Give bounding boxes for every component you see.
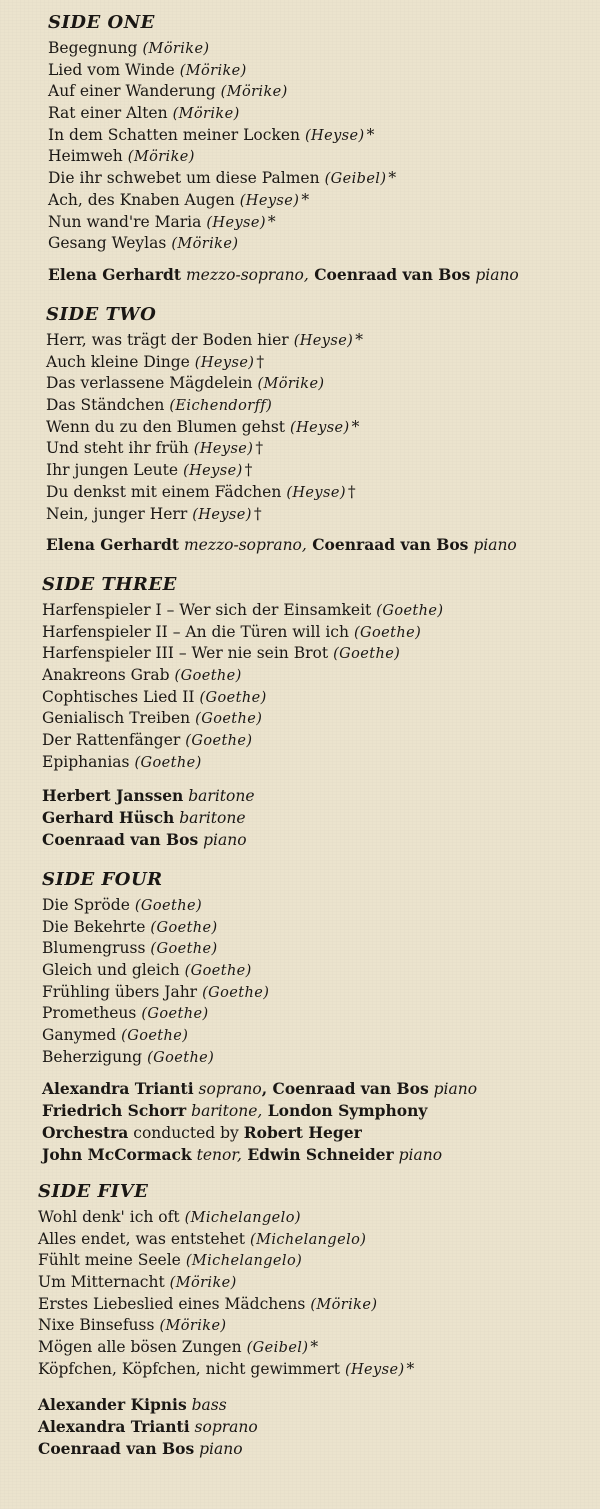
performer-name: Coenraad van Bos xyxy=(306,535,469,555)
performer-name: Orchestra xyxy=(42,1122,129,1142)
song-poet: (Mörike) xyxy=(171,236,239,253)
song-item xyxy=(48,81,600,103)
side-four-section xyxy=(42,869,600,1166)
song-poet: (Heyse) xyxy=(206,214,266,231)
song-list xyxy=(48,38,600,255)
song-poet: (Heyse) xyxy=(183,463,243,480)
performer-name: Coenraad van Bos xyxy=(42,829,199,849)
song-item xyxy=(46,373,600,395)
song-poet: (Heyse) xyxy=(286,484,346,501)
song-item xyxy=(38,1229,600,1251)
song-item xyxy=(38,1207,600,1229)
song-item xyxy=(42,708,600,730)
song-item xyxy=(46,504,600,526)
song-title: Du denkst mit einem Fädchen xyxy=(46,482,282,501)
performer-role: soprano xyxy=(189,1417,258,1436)
song-title: Frühling übers Jahr xyxy=(42,982,198,1001)
performer-role: bass xyxy=(186,1395,227,1414)
song-title: Das verlassene Mägdelein xyxy=(46,374,253,393)
song-poet: (Mörike) xyxy=(159,1318,227,1335)
song-poet: (Goethe) xyxy=(202,984,270,1001)
performer-line xyxy=(46,534,600,556)
performer-credits xyxy=(48,264,600,286)
song-list xyxy=(42,600,600,774)
song-item xyxy=(46,482,600,504)
side-five-section xyxy=(38,1181,600,1460)
song-item xyxy=(46,417,600,439)
song-title: Herr, was trägt der Boden hier xyxy=(46,331,289,349)
performer-name: Alexander Kipnis xyxy=(38,1394,187,1414)
song-title: Anakreons Grab xyxy=(42,666,170,685)
song-title: Alles endet, was entstehet xyxy=(38,1229,246,1248)
footnote-mark: * xyxy=(355,331,363,349)
side-title: SIDE TWO xyxy=(46,304,157,325)
song-item xyxy=(46,438,600,460)
song-title: Harfenspieler III – Wer nie sein Brot xyxy=(42,644,329,663)
performer-name: John McCormack xyxy=(42,1144,192,1164)
performer-line xyxy=(42,1100,600,1122)
performer-line xyxy=(42,829,600,851)
performer-credits xyxy=(42,1078,600,1166)
performer-role: piano xyxy=(194,1439,243,1458)
footnote-mark: † xyxy=(255,439,264,458)
song-title: Das Ständchen xyxy=(46,396,165,415)
song-poet: (Mörike) xyxy=(169,1275,237,1292)
performer-line xyxy=(42,1078,600,1100)
song-poet: (Heyse) xyxy=(193,441,254,458)
song-title: Wohl denk' ich oft xyxy=(38,1208,180,1226)
song-item xyxy=(46,330,600,352)
side-three-section xyxy=(42,574,600,851)
song-title: Gesang Weylas xyxy=(48,234,167,253)
song-title: Köpfchen, Köpfchen, nicht gewimmert xyxy=(38,1359,340,1378)
side-two-section xyxy=(46,304,600,556)
song-poet: (Goethe) xyxy=(195,711,263,728)
song-item xyxy=(42,622,600,644)
performer-credits xyxy=(46,534,600,556)
side-title: SIDE THREE xyxy=(42,574,177,595)
performer-name: Gerhard Hüsch xyxy=(42,807,175,827)
performer-name: Herbert Janssen xyxy=(42,785,184,805)
song-poet: (Eichendorff) xyxy=(169,398,273,415)
song-title: Epiphanias xyxy=(42,752,130,771)
side-title: SIDE FOUR xyxy=(42,869,163,890)
performer-role: piano xyxy=(428,1079,478,1098)
performer-role: baritone xyxy=(183,786,255,805)
performer-role: piano xyxy=(198,830,247,849)
song-title: Beherzigung xyxy=(42,1047,143,1066)
performer-line xyxy=(38,1394,600,1416)
footnote-mark: † xyxy=(253,504,262,523)
song-item xyxy=(38,1272,600,1294)
song-title: Fühlt meine Seele xyxy=(38,1251,181,1270)
performer-name: Robert Heger xyxy=(243,1122,362,1142)
song-poet: (Heyse) xyxy=(293,333,354,349)
song-poet: (Michelangelo) xyxy=(185,1253,303,1270)
footnote-mark: * xyxy=(406,1359,415,1378)
song-poet: (Goethe) xyxy=(147,1049,215,1066)
song-item xyxy=(42,730,600,752)
song-title: Nixe Binsefuss xyxy=(38,1316,155,1335)
song-title: Nun wand're Maria xyxy=(48,212,202,231)
song-item xyxy=(48,212,600,234)
song-title: In dem Schatten meiner Locken xyxy=(48,125,300,144)
song-item xyxy=(42,665,600,687)
performer-role: mezzo-soprano, xyxy=(181,265,309,284)
song-poet: (Heyse) xyxy=(290,419,350,436)
song-title: Harfenspieler II – An die Türen will ich xyxy=(42,622,349,641)
footnote-mark: † xyxy=(347,482,356,501)
song-title: Erstes Liebeslied eines Mädchens xyxy=(38,1294,306,1313)
performer-name: Elena Gerhardt xyxy=(48,264,182,284)
footnote-mark: † xyxy=(256,352,265,371)
song-poet: (Mörike) xyxy=(220,84,288,101)
song-item xyxy=(46,395,600,417)
song-poet: (Michelangelo) xyxy=(184,1210,301,1226)
performer-name: Alexandra Trianti xyxy=(42,1078,194,1098)
performer-role: baritone xyxy=(174,808,246,827)
song-item xyxy=(48,125,600,147)
song-title: Cophtisches Lied II xyxy=(42,687,195,706)
song-title: Begegnung xyxy=(48,39,138,57)
song-item xyxy=(42,687,600,709)
song-title: Der Rattenfänger xyxy=(42,731,181,750)
song-item xyxy=(42,600,600,622)
song-title: Nein, junger Herr xyxy=(46,504,188,523)
performer-credits xyxy=(38,1394,600,1460)
song-title: Ihr jungen Leute xyxy=(46,461,179,480)
performer-role: tenor, xyxy=(191,1145,242,1164)
song-title: Und steht ihr früh xyxy=(46,439,189,458)
song-item xyxy=(38,1337,600,1359)
song-poet: (Goethe) xyxy=(184,963,252,980)
song-list xyxy=(38,1207,600,1381)
song-poet: (Goethe) xyxy=(199,689,267,706)
performer-name: Edwin Schneider xyxy=(241,1144,394,1164)
side-title: SIDE ONE xyxy=(48,12,155,33)
song-title: Die ihr schwebet um diese Palmen xyxy=(48,169,320,188)
song-item xyxy=(48,233,600,255)
song-poet: (Goethe) xyxy=(141,1006,209,1023)
song-item xyxy=(48,190,600,212)
side-one-section xyxy=(48,12,600,286)
performer-line xyxy=(38,1438,600,1460)
song-title: Prometheus xyxy=(42,1004,137,1023)
performer-credits xyxy=(42,785,600,851)
footnote-mark: * xyxy=(388,169,397,188)
song-item xyxy=(42,917,600,939)
song-item xyxy=(42,643,600,665)
performer-name: Coenraad van Bos xyxy=(308,264,471,284)
song-poet: (Heyse) xyxy=(192,506,252,523)
song-title: Blumengruss xyxy=(42,939,146,958)
song-item xyxy=(48,60,600,82)
song-poet: (Heyse) xyxy=(194,354,255,371)
song-poet: (Goethe) xyxy=(150,919,218,936)
song-item xyxy=(48,168,600,190)
footnote-mark: * xyxy=(351,417,360,436)
song-title: Auch kleine Dinge xyxy=(46,352,190,371)
song-title: Rat einer Alten xyxy=(48,104,168,123)
song-title: Auf einer Wanderung xyxy=(48,82,216,101)
song-item xyxy=(42,960,600,982)
song-title: Ach, des Knaben Augen xyxy=(48,190,235,209)
song-poet: (Mörike) xyxy=(172,106,240,123)
performer-name: Friedrich Schorr xyxy=(42,1100,187,1120)
performer-name: Coenraad van Bos xyxy=(38,1438,195,1458)
song-poet: (Goethe) xyxy=(134,754,202,771)
song-poet: (Goethe) xyxy=(150,941,218,958)
performer-line xyxy=(42,1122,600,1144)
song-poet: (Geibel) xyxy=(246,1340,309,1357)
song-title: Gleich und gleich xyxy=(42,961,180,980)
performer-name: Elena Gerhardt xyxy=(46,535,180,555)
song-title: Wenn du zu den Blumen gehst xyxy=(46,417,286,436)
song-title: Die Spröde xyxy=(42,896,130,914)
song-item xyxy=(46,352,600,374)
performer-name: , Coenraad van Bos xyxy=(261,1078,429,1098)
song-item xyxy=(48,103,600,125)
song-title: Lied vom Winde xyxy=(48,60,175,79)
song-item xyxy=(42,938,600,960)
song-item xyxy=(38,1315,600,1337)
song-item xyxy=(42,1025,600,1047)
song-poet: (Goethe) xyxy=(333,646,401,663)
side-title: SIDE FIVE xyxy=(38,1181,149,1202)
song-poet: (Mörike) xyxy=(142,41,210,57)
performer-role: soprano xyxy=(193,1079,262,1098)
performer-line xyxy=(42,807,600,829)
footnote-mark: * xyxy=(310,1338,319,1357)
performer-role: baritone, xyxy=(186,1101,263,1120)
performer-role: piano xyxy=(470,265,519,284)
footnote-mark: * xyxy=(301,190,310,209)
song-poet: (Mörike) xyxy=(127,149,195,166)
song-title: Mögen alle bösen Zungen xyxy=(38,1338,242,1357)
song-item xyxy=(42,895,600,917)
song-title: Genialisch Treiben xyxy=(42,709,191,728)
song-poet: (Michelangelo) xyxy=(250,1231,367,1248)
song-item xyxy=(46,460,600,482)
performer-role: mezzo-soprano, xyxy=(179,536,307,555)
song-item xyxy=(38,1359,600,1381)
song-title: Harfenspieler I – Wer sich der Einsamkeit xyxy=(42,601,372,619)
song-title: Die Bekehrte xyxy=(42,917,146,936)
song-poet: (Goethe) xyxy=(185,733,253,750)
song-item xyxy=(38,1294,600,1316)
song-title: Ganymed xyxy=(42,1026,117,1045)
song-list xyxy=(42,895,600,1069)
song-item xyxy=(42,752,600,774)
performer-role: piano xyxy=(393,1145,443,1164)
song-item xyxy=(42,1003,600,1025)
performer-line xyxy=(42,785,600,807)
song-title: Um Mitternacht xyxy=(38,1273,165,1292)
song-item xyxy=(42,982,600,1004)
song-poet: (Mörike) xyxy=(310,1296,378,1313)
footnote-mark: * xyxy=(366,125,375,144)
song-poet: (Heyse) xyxy=(344,1361,405,1378)
performer-line xyxy=(42,1144,600,1166)
song-poet: (Heyse) xyxy=(305,127,365,144)
song-poet: (Mörike) xyxy=(257,376,325,393)
song-poet: (Goethe) xyxy=(353,624,422,641)
song-poet: (Mörike) xyxy=(179,62,247,79)
song-poet: (Geibel) xyxy=(324,171,387,188)
footnote-mark: * xyxy=(267,212,276,231)
performer-name: London Symphony xyxy=(262,1100,428,1120)
song-item xyxy=(48,38,600,60)
song-item xyxy=(42,1047,600,1069)
credit-text: conducted by xyxy=(128,1123,244,1142)
performer-line xyxy=(38,1416,600,1438)
song-item xyxy=(48,146,600,168)
footnote-mark: † xyxy=(244,461,253,480)
song-poet: (Goethe) xyxy=(121,1028,189,1045)
song-item xyxy=(38,1250,600,1272)
song-poet: (Goethe) xyxy=(134,898,203,914)
song-poet: (Goethe) xyxy=(174,668,242,685)
performer-line xyxy=(48,264,600,286)
song-title: Heimweh xyxy=(48,147,123,166)
performer-name: Alexandra Trianti xyxy=(38,1416,190,1436)
performer-role: piano xyxy=(468,536,517,555)
song-poet: (Goethe) xyxy=(376,603,444,619)
song-list xyxy=(46,330,600,525)
song-poet: (Heyse) xyxy=(239,192,300,209)
